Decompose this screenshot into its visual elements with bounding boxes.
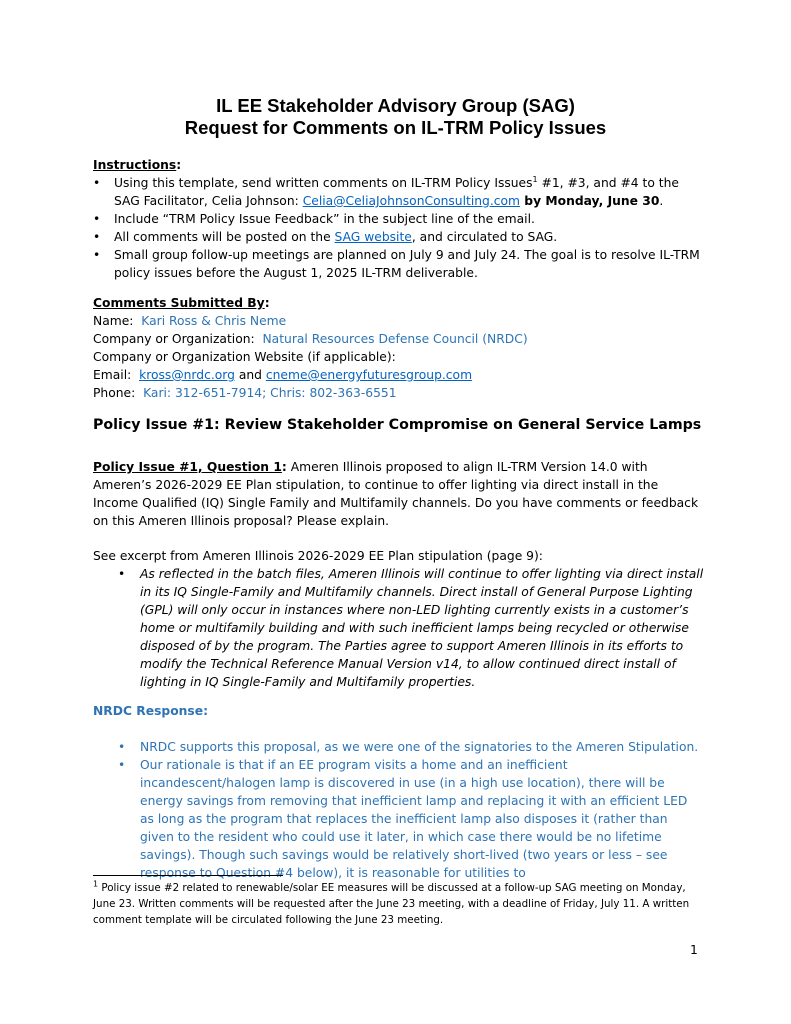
submitted-by-heading: Comments Submitted By: — [93, 296, 270, 310]
instructions-list — [69, 174, 705, 282]
name-row: Name: Kari Ross & Chris Neme — [93, 314, 287, 328]
footnote-divider — [93, 875, 283, 876]
list-item: • All comments will be posted on the SAG website, and circulated to SAG. — [69, 228, 705, 246]
excerpt-intro: See excerpt from Ameren Illinois 2026-2029 EE Plan stipulation (page 9): — [93, 549, 543, 563]
list-item: • Using this template, send written comments on IL-TRM Policy Issues$^1$ #1, #3, and #4 to the SAG Facilitator, Celia Johnson: Celia@CeliaJohnsonConsulting.com by Monday, June 30. — [69, 174, 705, 210]
list-item: • NRDC supports this proposal, as we were one of the signatories to the Ameren Stipulation. — [140, 738, 705, 756]
org-value: Natural Resources Defense Council (NRDC) — [262, 332, 528, 346]
question-paragraph: Policy Issue #1, Question 1: Ameren Illinois proposed to align IL-TRM Version 14.0 with Ameren’s 2026-2029 EE Plan stipulation, to continue to offer lighting via direct install in the Income Qualified (IQ) Single Family and Multifamily channels. Do you have comments or feedback on this Ameren Illinois proposal? Please explain. — [93, 460, 699, 528]
response-heading: NRDC Response: — [93, 704, 208, 718]
list-item: • Small group follow-up meetings are planned on July 9 and July 24. The goal is to resolve IL-TRM policy issues before the August 1, 2025 IL-TRM deliverable. — [69, 246, 705, 282]
policy-issue-heading: Policy Issue #1: Review Stakeholder Compromise on General Service Lamps — [93, 417, 702, 433]
list-item: • Include “TRM Policy Issue Feedback” in the subject line of the email. — [69, 210, 705, 228]
facilitator-email-link[interactable]: Celia@CeliaJohnsonConsulting.com — [302, 194, 521, 208]
footnote: $^1$ Policy issue #2 related to renewable/solar EE measures will be discussed at a follow-up SAG meeting on Monday, June 23. Written comments will be requested after the June 23 meeting, with a deadline of Friday, July 11. A written comment template will be circulated following the June 23 meeting. — [93, 879, 690, 926]
excerpt-quote — [140, 565, 705, 691]
page-subtitle: Request for Comments on IL-TRM Policy Issues — [184, 117, 607, 138]
org-row: Company or Organization: Natural Resources Defense Council (NRDC) — [93, 332, 528, 346]
submitted-by-section — [93, 294, 705, 402]
website-row: Company or Organization Website (if applicable): — [93, 350, 396, 364]
name-value: Kari Ross & Chris Neme — [141, 314, 287, 328]
instructions-heading: Instructions: — [93, 158, 182, 172]
sag-website-link[interactable]: SAG website — [334, 230, 412, 244]
list-item: • Our rationale is that if an EE program visits a home and an inefficient incandescent/halogen lamp is discovered in use (in a high use location), there will be energy savings from removing that inefficient lamp and replacing it with an efficient LED as long as the program that replaces the inefficient lamp also disposes it (rather than given to the resident who could use it later, in which case there would be no lifetime savings). Though such savings would be relatively short-lived (two years or less – see response to Question #4 below), it is reasonable for utilities to — [140, 756, 705, 882]
phone-row: Phone: Kari: 312-651-7914; Chris: 802-363-6551 — [93, 386, 397, 400]
list-item: • As reflected in the batch files, Ameren Illinois will continue to offer lighting via direct install in its IQ Single-Family and Multifamily channels. Direct install of General Purpose Lighting (GPL) will only occur in instances where non-LED lighting currently exists in a customer’s home or multifamily building and with such inefficient lamps being recycled or otherwise disposed of by the program. The Parties agree to support Ameren Illinois in its efforts to modify the Technical Reference Manual Version v14, to allow continued direct install of lighting in IQ Single-Family and Multifamily properties. — [140, 565, 705, 691]
email-row: Email: kross@nrdc.org and cneme@energyfuturesgroup.com — [93, 368, 473, 382]
response-list — [140, 738, 705, 882]
page-title: IL EE Stakeholder Advisory Group (SAG) — [216, 95, 575, 116]
instructions-section — [93, 156, 705, 282]
email-link-kross[interactable]: kross@nrdc.org — [139, 368, 235, 382]
phone-value: Kari: 312-651-7914; Chris: 802-363-6551 — [143, 386, 397, 400]
page-number: 1 — [690, 943, 698, 957]
email-link-cneme[interactable]: cneme@energyfuturesgroup.com — [265, 368, 473, 382]
